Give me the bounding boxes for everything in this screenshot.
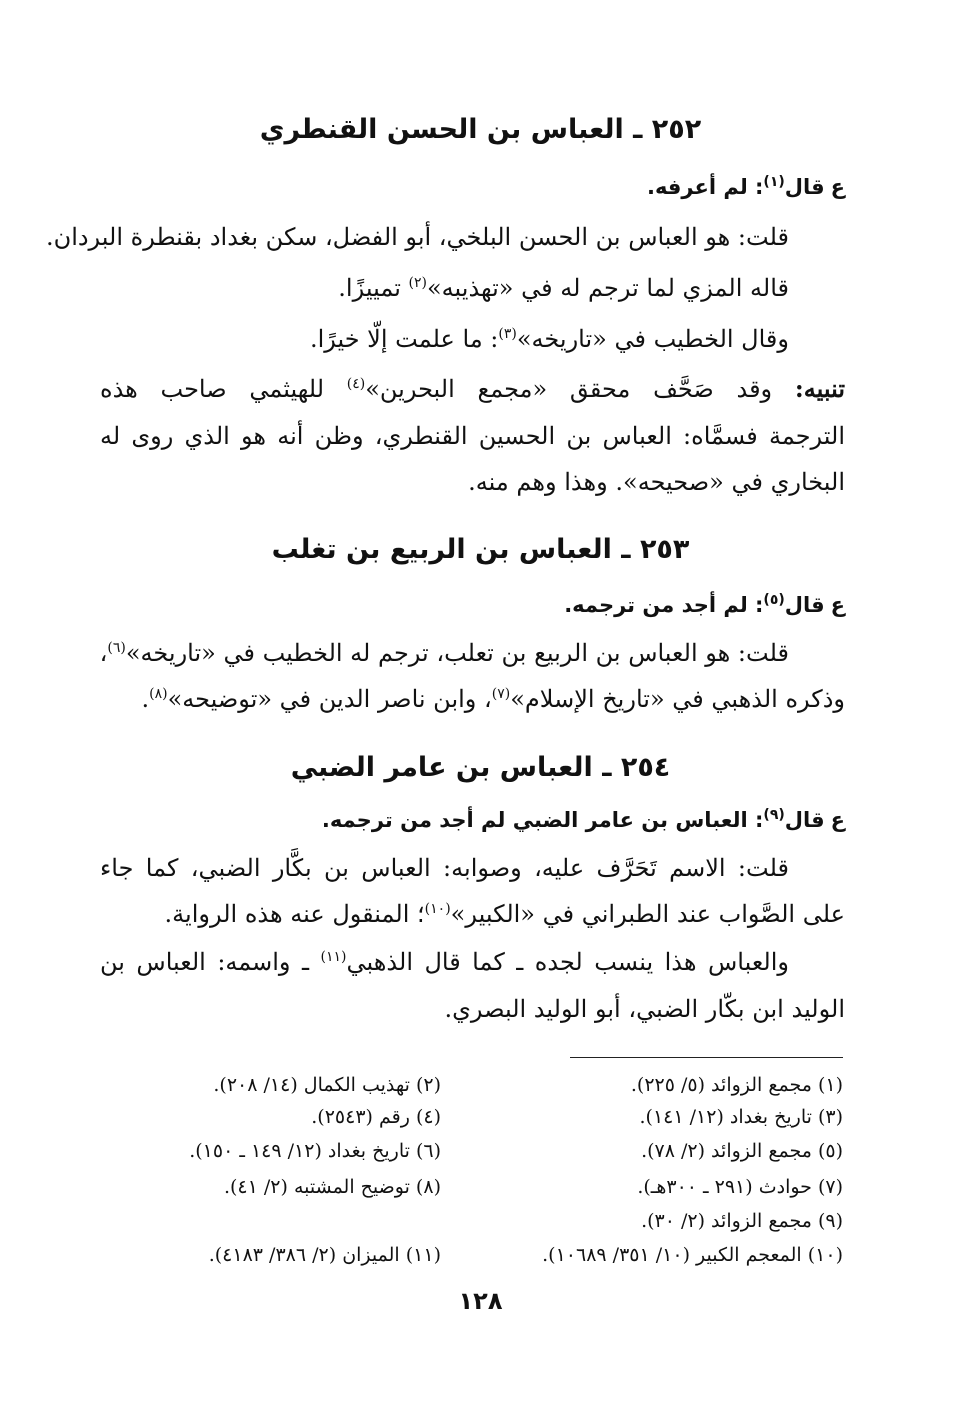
text-span: وقد صَحَّف محقق «مجمع البحرين»	[365, 375, 795, 403]
footnote: (٢) تهذيب الكمال (١٤/ ٢٠٨).	[213, 1074, 441, 1096]
text-span: البخاري في «صحيحه». وهذا وهم منه.	[468, 468, 845, 496]
text-line	[100, 322, 845, 356]
qal-label: قال	[784, 808, 825, 832]
qal-label: قال	[784, 593, 825, 617]
text-span: على الصَّواب عند الطبراني في «الكبير»	[450, 900, 845, 928]
qal-label: قال	[784, 175, 825, 199]
footnote-ref: (٩)	[763, 807, 785, 823]
entry-heading: ٢٥٤ ـ العباس بن عامر الضبي	[290, 752, 671, 783]
qal-line	[100, 803, 845, 837]
entry-heading: ٢٥٣ ـ العباس بن الربيع بن تغلب	[271, 534, 690, 565]
text-span: والعباس هذا ينسب لجده ـ كما قال الذهبي	[346, 948, 790, 976]
footnote-ref: (٢)	[408, 275, 427, 291]
footnote: (١) مجمع الزوائد (٥/ ٢٢٥).	[630, 1074, 843, 1096]
text-span: .	[141, 685, 150, 713]
text-span: : ما علمت إلّا خيرًا.	[309, 325, 499, 353]
source-mark: ع	[830, 593, 845, 617]
footnote-ref: (١)	[763, 174, 785, 190]
text-span: وقال الخطيب في «تاريخه»	[516, 325, 789, 353]
qal-line	[100, 170, 845, 204]
footnote-ref: (١٠)	[424, 901, 451, 917]
text-line	[45, 220, 845, 254]
text-span: وذكره الذهبي في «تاريخ الإسلام»	[510, 685, 845, 713]
footnote-ref: (٣)	[498, 326, 517, 342]
text-line	[100, 419, 845, 453]
text-line	[100, 372, 845, 406]
footnote-ref: (١١)	[320, 949, 347, 965]
text-line	[100, 682, 845, 716]
footnote-ref: (٧)	[491, 686, 511, 702]
entry-heading: ٢٥٢ ـ العباس بن الحسن القنطري	[259, 114, 702, 145]
text-span: ، وابن ناصر الدين في «توضيحه»	[167, 685, 492, 713]
text-line	[100, 992, 845, 1026]
text-line	[100, 271, 845, 305]
footnote-ref: (٤)	[346, 376, 366, 392]
footnote: (١١) الميزان (٢/ ٣٨٦/ ٤١٨٣).	[208, 1244, 441, 1266]
text-span: قاله المزي لما ترجم له في «تهذيبه»	[426, 274, 789, 302]
text-span: قلت: الاسم تَحَرَّف عليه، وصوابه: العباس بن بكَّار الضبي، كما جاء	[100, 854, 789, 882]
qal-line	[100, 588, 845, 622]
footnote-ref: (٥)	[763, 592, 785, 608]
text-span: الترجمة فسمَّاه: العباس بن الحسين القنطري، وظن أنه هو الذي روى له	[100, 422, 845, 450]
text-span: قلت: هو العباس بن الحسن البلخي، أبو الفضل، سكن بغداد بقنطرة البردان.	[45, 223, 789, 251]
footnote: (٤) رقم (٢٥٤٣).	[311, 1106, 441, 1128]
qal-text: : العباس بن عامر الضبي لم أجد من ترجمه.	[321, 808, 764, 832]
footnote: (٧) حوادث (٢٩١ ـ ٣٠٠هـ).	[637, 1176, 843, 1198]
text-span: تمييزًا.	[338, 274, 409, 302]
footnote-separator	[570, 1057, 843, 1058]
footnote: (٦) تاريخ بغداد (١٢/ ١٤٩ ـ ١٥٠).	[189, 1140, 441, 1162]
footnote: (١٠) المعجم الكبير (١٠/ ٣٥١/ ١٠٦٨٩).	[542, 1244, 843, 1266]
footnote-ref: (٦)	[107, 640, 126, 656]
footnote: (٨) توضيح المشتبه (٢/ ٤١).	[223, 1176, 441, 1198]
text-line	[100, 851, 845, 885]
qal-text: : لم أجد من ترجمه.	[564, 593, 764, 617]
text-span: ـ واسمه: العباس بن	[100, 948, 321, 976]
footnote-ref: (٨)	[149, 686, 168, 702]
footnote: (٥) مجمع الزوائد (٢/ ٧٨).	[641, 1140, 843, 1162]
text-line	[100, 465, 845, 499]
text-span: ،	[99, 639, 108, 667]
text-line	[100, 945, 845, 979]
qal-text: : لم أعرفه.	[646, 175, 764, 199]
page-number: ١٢٨	[458, 1287, 503, 1315]
text-line	[100, 636, 845, 670]
notice-label: تنبيه:	[794, 374, 845, 403]
footnote: (٣) تاريخ بغداد (١٢/ ١٤١).	[639, 1106, 843, 1128]
text-span: الوليد ابن بكّار الضبي، أبو الوليد البصري.	[444, 995, 845, 1023]
text-span: ؛ المنقول عنه هذه الرواية.	[164, 900, 425, 928]
text-span: للهيثمي صاحب هذه	[100, 375, 347, 403]
text-line	[100, 897, 845, 931]
source-mark: ع	[830, 175, 845, 199]
text-span: قلت: هو العباس بن الربيع بن تعلب، ترجم له الخطيب في «تاريخه»	[125, 639, 789, 667]
source-mark: ع	[830, 808, 845, 832]
footnote: (٩) مجمع الزوائد (٢/ ٣٠).	[641, 1210, 843, 1232]
